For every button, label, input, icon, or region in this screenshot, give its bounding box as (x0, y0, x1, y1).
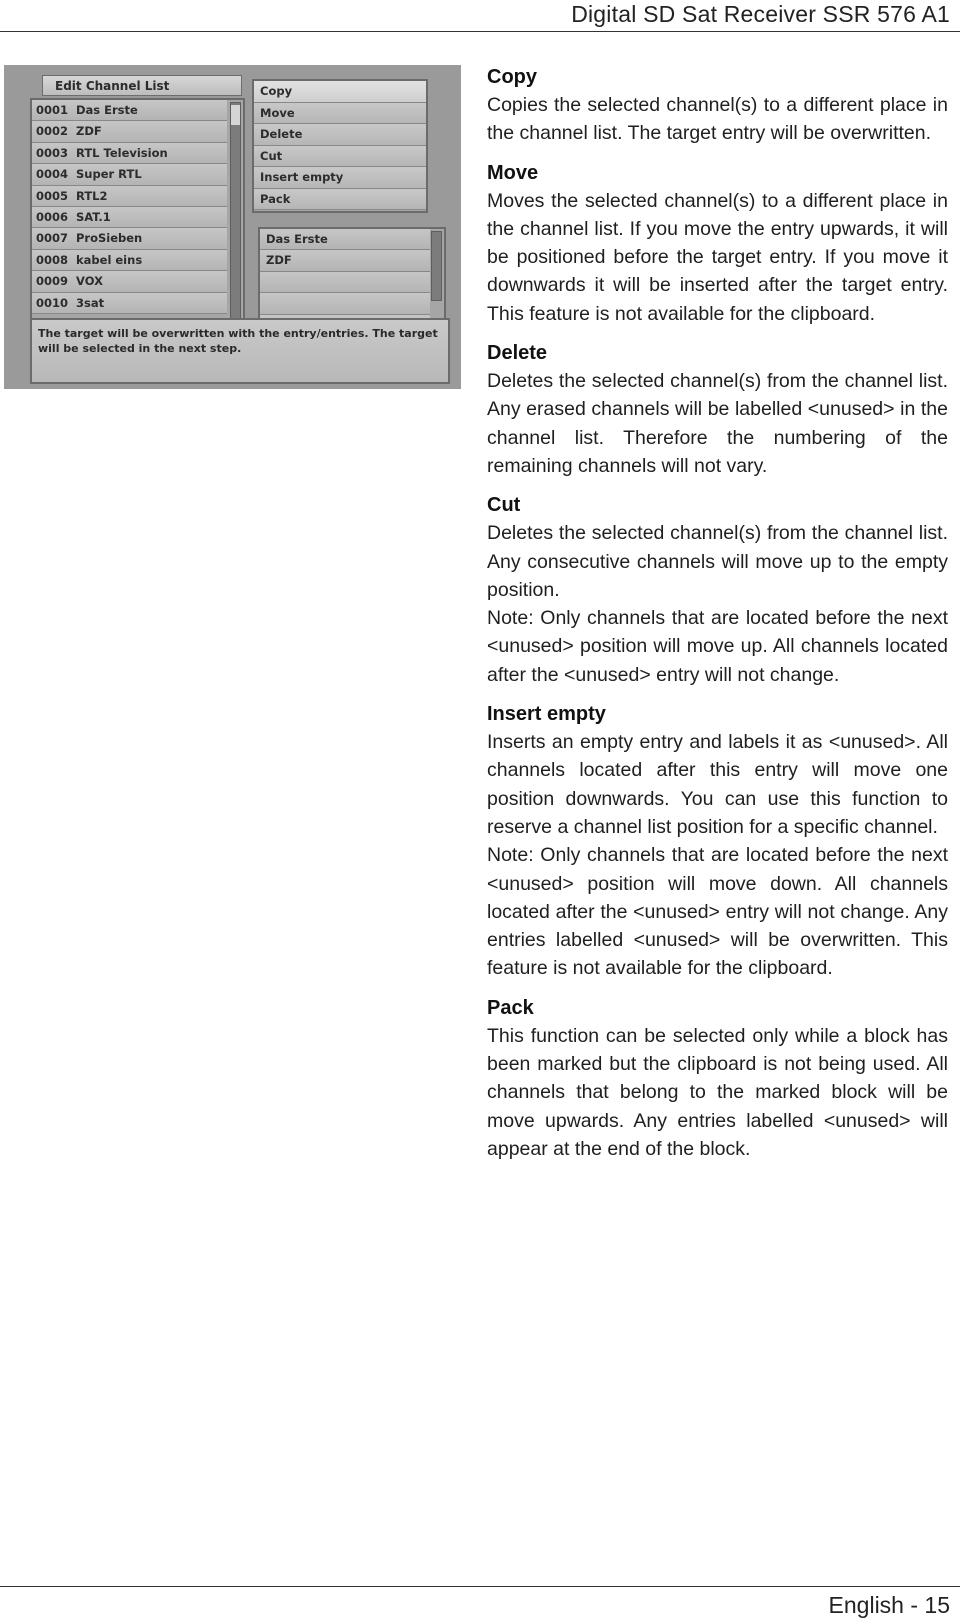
section-paragraph: Inserts an empty entry and labels it as <unused>. All channels located after this entry will move one position downwards. You can use this function to reserve a channel list position for a specific channel. (487, 731, 948, 838)
osd-channel-name: Super RTL (76, 167, 142, 182)
osd-channel-row (32, 121, 227, 142)
section-paragraph: Deletes the selected channel(s) from the channel list. Any consecutive channels will move up to the empty position. (487, 522, 948, 601)
osd-channel-name: ZDF (76, 124, 102, 139)
osd-channel-name: ProSieben (76, 231, 143, 246)
section-heading: Pack (487, 996, 534, 1019)
osd-menu-item: Move (254, 103, 426, 125)
section-heading: Move (487, 161, 539, 184)
osd-menu-item: Pack (254, 189, 426, 211)
section-paragraph: Note: Only channels that are located before the next <unused> position will move down. All channels located after the <unused> entry will not change. Any entries labelled <unused> will be overwritten. This feature is not available for the clipboard. (487, 844, 948, 980)
osd-channel-row (32, 207, 227, 228)
section-delete (487, 339, 948, 480)
osd-channel-row (32, 228, 227, 249)
section-heading: Delete (487, 342, 548, 365)
osd-channel-number: 0003 (36, 145, 69, 160)
edit-channel-list-screenshot (4, 65, 461, 389)
osd-message-box: The target will be overwritten with the entry/entries. The target will be selected in the next step. (30, 318, 450, 384)
osd-channel-row (32, 164, 227, 185)
osd-channel-row (32, 143, 227, 164)
osd-channel-number: 0006 (36, 209, 69, 224)
document-header-title: Digital SD Sat Receiver SSR 576 A1 (571, 1, 950, 27)
section-paragraph: Note: Only channels that are located before the next <unused> position will move up. All channels located after the <unused> entry will not change. (487, 607, 948, 686)
osd-channel-number: 0007 (36, 231, 69, 246)
osd-menu-item: Cut (254, 146, 426, 168)
osd-clipboard-row: ZDF (260, 250, 430, 271)
osd-channel-number: 0009 (36, 274, 69, 289)
section-heading: Cut (487, 494, 521, 517)
osd-menu-item: Delete (254, 124, 426, 146)
section-insert-empty (487, 700, 948, 983)
osd-channel-number: 0001 (36, 103, 69, 117)
osd-channel-number: 0010 (36, 295, 69, 310)
osd-clipboard-empty-row (260, 293, 430, 314)
osd-channel-row (32, 250, 227, 271)
section-paragraph: This function can be selected only while a block has been marked but the clipboard is not being used. All channels that belong to the marked block will be move upwards. Any entries labelled <unused> will appear at the end of the block. (487, 1024, 948, 1160)
section-paragraph: Moves the selected channel(s) to a different place in the channel list. If you move the entry upwards, it will be positioned before the target entry. If you move it downwards it will be inserted after the target entry. This feature is not available for the clipboard. (487, 189, 948, 325)
osd-channel-row (32, 293, 227, 314)
section-pack (487, 994, 948, 1163)
section-heading: Copy (487, 66, 537, 88)
section-cut (487, 491, 948, 689)
osd-channel-name: kabel eins (76, 252, 143, 267)
osd-function-menu (252, 79, 428, 213)
section-heading: Insert empty (487, 703, 606, 726)
osd-title: Edit Channel List (42, 75, 242, 96)
osd-menu-item: Copy (254, 81, 426, 103)
osd-channel-name: Das Erste (76, 103, 138, 117)
header-divider (0, 31, 960, 32)
page-footer: English - 15 (828, 1592, 950, 1618)
osd-clipboard-scrollbar (431, 231, 442, 301)
osd-channel-number: 0002 (36, 124, 69, 139)
section-move (487, 159, 948, 328)
osd-channel-row (32, 100, 227, 121)
osd-clipboard-row: Das Erste (260, 229, 430, 250)
section-paragraph: Copies the selected channel(s) to a different place in the channel list. The target entry will be overwritten. (487, 94, 948, 145)
osd-channel-name: RTL Television (76, 145, 168, 160)
osd-channel-number: 0008 (36, 252, 69, 267)
text-column (487, 63, 948, 1174)
section-paragraph: Deletes the selected channel(s) from the channel list. Any erased channels will be labelled <unused> in the channel list. Therefore the numbering of the remaining channels will not vary. (487, 370, 948, 477)
osd-clipboard-empty-row (260, 272, 430, 293)
osd-channel-number: 0005 (36, 188, 69, 203)
osd-menu-item: Insert empty (254, 167, 426, 189)
osd-scrollbar-thumb (231, 105, 240, 125)
osd-channel-name: RTL2 (76, 188, 108, 203)
osd-channel-name: SAT.1 (76, 209, 111, 224)
osd-channel-row (32, 271, 227, 292)
osd-channel-name: 3sat (76, 295, 105, 310)
section-copy (487, 63, 948, 148)
osd-channel-name: VOX (76, 274, 103, 289)
osd-channel-row (32, 186, 227, 207)
footer-divider (0, 1586, 960, 1587)
osd-channel-number: 0004 (36, 167, 69, 182)
